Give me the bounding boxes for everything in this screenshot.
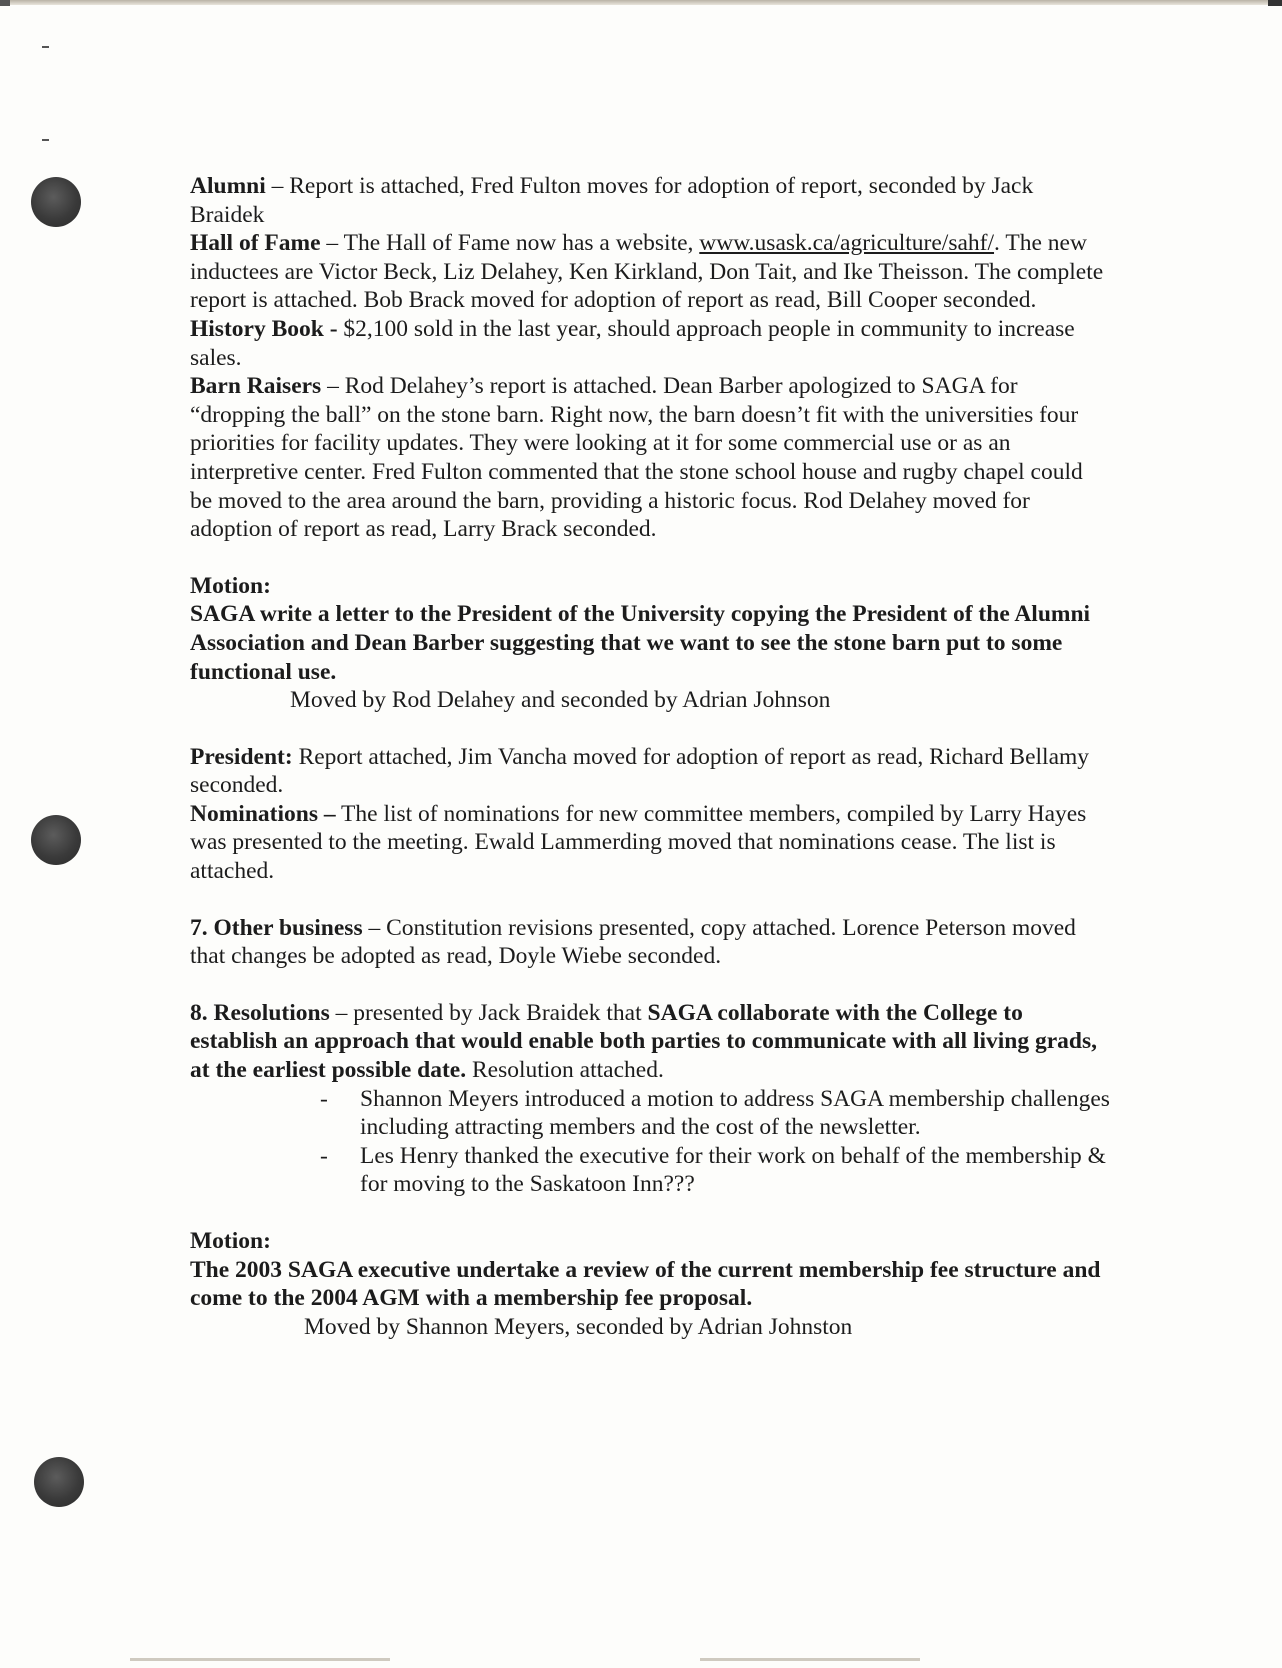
bullet-text: Les Henry thanked the executive for their work on behalf of the membership & for moving to the Saskatoon Inn??? [360, 1142, 1106, 1198]
minutes-body [190, 172, 1110, 1341]
other-business-paragraph [190, 914, 1110, 971]
hall-of-fame-label: Hall of Fame [190, 230, 321, 257]
resolutions-label: 8. Resolutions [190, 999, 330, 1026]
hall-of-fame-text-cont: . The new inductees are Victor Beck, Liz Delahey, Ken Kirkland, Don Tait, and Ike Theisson. The complete report is attached. Bob Brack moved for adoption of report as read, Bill Cooper seconded. [190, 230, 1104, 314]
margin-mark [42, 46, 49, 48]
binder-hole-top [31, 177, 81, 227]
nominations-label: Nominations – [190, 800, 336, 827]
motion-heading: Motion: [190, 572, 271, 599]
resolutions-bullet-list [190, 1085, 1110, 1199]
list-item [320, 1085, 1110, 1142]
spacer [190, 886, 1110, 914]
other-business-label: 7. Other business [190, 914, 363, 941]
president-paragraph [190, 743, 1110, 800]
spacer [190, 544, 1110, 572]
scan-artifact [700, 1658, 920, 1661]
barn-raisers-paragraph [190, 372, 1110, 544]
resolutions-text: – presented by Jack Braidek that [329, 999, 648, 1026]
page-top-edge [0, 0, 1282, 5]
history-book-paragraph [190, 315, 1110, 372]
binder-hole-middle [31, 815, 81, 865]
dash-bullet: - [320, 1142, 328, 1169]
hall-of-fame-website-link[interactable]: www.usask.ca/agriculture/sahf/ [699, 230, 995, 257]
alumni-paragraph [190, 172, 1110, 229]
nominations-text: The list of nominations for new committee members, compiled by Larry Hayes was presented to the meeting. Ewald Lammerding moved that nominations cease. The list is attached. [190, 800, 1087, 885]
spacer [190, 715, 1110, 743]
resolutions-text-after: Resolution attached. [466, 1057, 664, 1084]
alumni-label: Alumni [190, 173, 266, 199]
spacer [190, 971, 1110, 999]
motion-mover: Moved by Rod Delahey and seconded by Adrian Johnson [290, 687, 831, 714]
motion-mover: Moved by Shannon Meyers, seconded by Adrian Johnston [304, 1313, 853, 1340]
other-business-text: – Constitution revisions presented, copy attached. Lorence Peterson moved that changes be adopted as read, Doyle Wiebe seconded. [190, 914, 1076, 970]
bullet-text: Shannon Meyers introduced a motion to address SAGA membership challenges including attracting members and the cost of the newsletter. [360, 1085, 1110, 1141]
motion-heading: Motion: [190, 1228, 271, 1254]
list-item [320, 1142, 1110, 1199]
history-book-label: History Book - [190, 315, 338, 342]
barn-raisers-text: – Rod Delahey’s report is attached. Dean Barber apologized to SAGA for “dropping the ball” on the stone barn. Right now, the barn doesn’t fit with the universities four priorities for facility updates. They were looking at it for some commercial use or as an interpretive center. Fred Fulton commented that the stone school house and rugby chapel could be moved to the area around the barn, providing a historic focus. Rod Delahey moved for adoption of report as read, Larry Brack seconded. [190, 373, 1083, 543]
binder-hole-bottom [34, 1457, 84, 1507]
alumni-text: – Report is attached, Fred Fulton moves for adoption of report, seconded by Jack Braidek [190, 173, 1034, 228]
hall-of-fame-text: – The Hall of Fame now has a website, [320, 230, 700, 257]
page-corner-mark-right [1268, 0, 1282, 6]
scan-artifact [130, 1658, 390, 1661]
spacer [190, 1199, 1110, 1227]
history-book-text: $2,100 sold in the last year, should approach people in community to increase sales. [190, 315, 1075, 371]
margin-mark [42, 139, 49, 141]
barn-raisers-label: Barn Raisers [190, 373, 322, 400]
nominations-paragraph [190, 800, 1110, 886]
hall-of-fame-paragraph [190, 229, 1110, 315]
motion-text: The 2003 SAGA executive undertake a review of the current membership fee structure and come to the 2004 AGM with a membership fee proposal. [190, 1256, 1101, 1312]
dash-bullet: - [320, 1085, 328, 1112]
resolutions-bold-text: SAGA collaborate with the College to establish an approach that would enable both parties to communicate with all living grads, at the earliest possible date. [190, 999, 1098, 1084]
motion-text: SAGA write a letter to the President of the University copying the President of the Alumni Association and Dean Barber suggesting that we want to see the stone barn put to some functional use. [190, 601, 1091, 685]
resolutions-paragraph [190, 999, 1110, 1085]
page-corner-mark [0, 0, 10, 6]
president-label: President: [190, 743, 293, 770]
president-text: Report attached, Jim Vancha moved for adoption of report as read, Richard Bellamy seconded. [190, 743, 1090, 799]
